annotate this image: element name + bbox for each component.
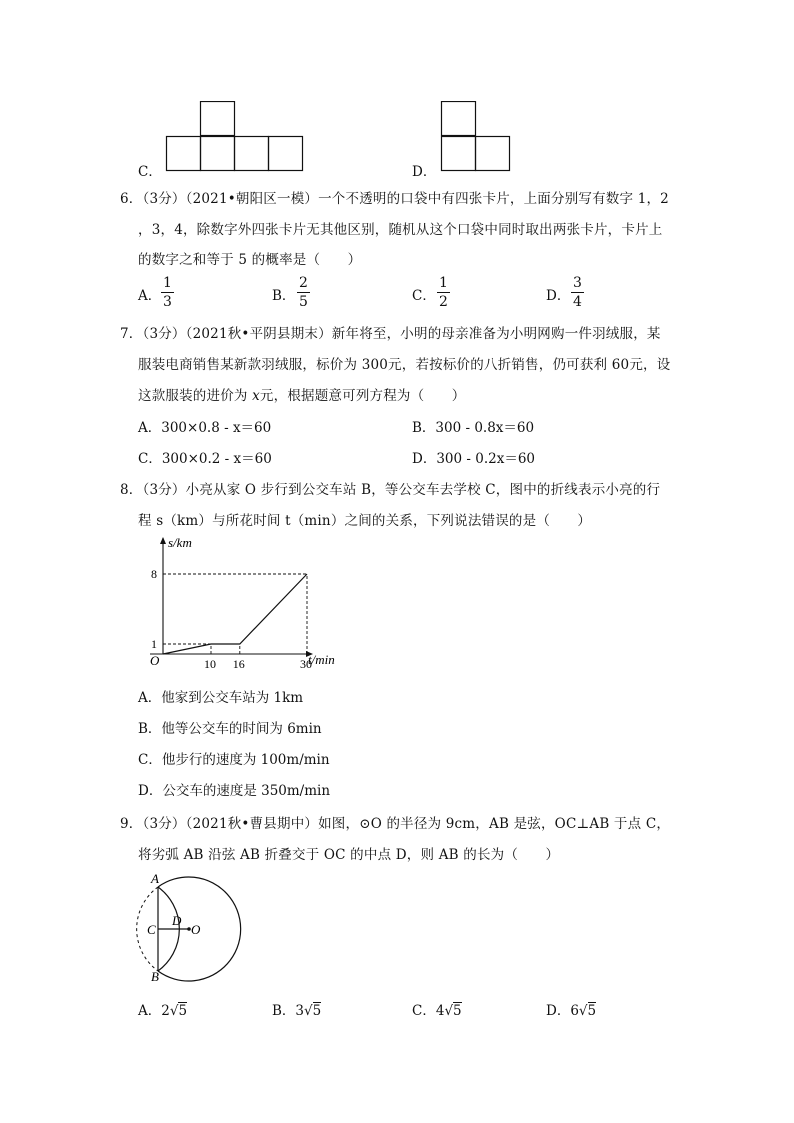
q6-option-d-letter: D． bbox=[546, 288, 571, 304]
q9-option-c-letter: C． bbox=[412, 1003, 436, 1019]
q8-option-d[interactable]: D．公交车的速度是 350m/min bbox=[138, 783, 331, 799]
q8-xtick-label: 10 bbox=[204, 657, 216, 671]
q9-option-b-letter: B． bbox=[272, 1003, 296, 1019]
q8-distance-time-graph bbox=[130, 530, 350, 675]
q8-line-2: 程 s（km）与所花时间 t（min）之间的关系，下列说法错误的是（ ） bbox=[138, 513, 592, 529]
q7-line-3 bbox=[138, 384, 465, 404]
q8-xtick-label: 16 bbox=[232, 657, 245, 671]
q8-option-b[interactable]: B．他等公交车的时间为 6min bbox=[138, 721, 322, 737]
q6-option-b[interactable] bbox=[272, 284, 295, 304]
q9-option-c-coef: 4 bbox=[435, 1003, 445, 1019]
q8-series-line bbox=[163, 574, 307, 654]
q9-line-2: 将劣弧 AB 沿弦 AB 折叠交于 OC 的中点 D，则 AB 的长为（ ） bbox=[138, 847, 560, 863]
q5-option-d-letter: D． bbox=[412, 164, 437, 180]
q7-option-b[interactable]: B．300 - 0.8x＝60 bbox=[412, 420, 535, 436]
q6-option-b-numerator: 2 bbox=[299, 275, 308, 291]
q7-line-3-part-2: 元，根据题意可列方程为（ ） bbox=[259, 388, 466, 404]
q9-option-d-radicand: 5 bbox=[587, 1003, 597, 1019]
q9-option-b[interactable] bbox=[272, 999, 321, 1019]
q6-option-a[interactable] bbox=[138, 284, 161, 304]
q5-option-c-letter: C． bbox=[138, 164, 162, 180]
q8-line-1: 8．（3分）小亮从家 O 步行到公交车站 B，等公交车去学校 C，图中的折线表示小亮的行 bbox=[120, 482, 661, 498]
q6-option-d-denominator: 4 bbox=[573, 294, 582, 310]
q6-option-c-fraction bbox=[437, 276, 450, 309]
q9-option-b-coef: 3 bbox=[295, 1003, 305, 1019]
q8-ytick-label: 8 bbox=[151, 567, 157, 581]
q6-option-d[interactable] bbox=[546, 284, 570, 304]
q7-line-2: 服装电商销售某新款羽绒服，标价为 300元，若按标价的八折销售，仍可获利 60元，设 bbox=[138, 357, 671, 373]
q5-option-c-net bbox=[165, 101, 305, 173]
q6-option-a-fraction bbox=[161, 276, 174, 309]
q9-option-a-letter: A． bbox=[138, 1003, 162, 1019]
q9-option-a-coef: 2 bbox=[161, 1003, 170, 1019]
q8-xtick-label: 30 bbox=[300, 657, 312, 671]
q9-label-a: A bbox=[151, 871, 159, 886]
q8-y-axis-label: s/km bbox=[168, 535, 192, 550]
q8-option-a[interactable]: A．他家到公交车站为 1km bbox=[138, 690, 304, 706]
q6-line-2: ，3，4，除数字外四张卡片无其他区别，随机从这个口袋中同时取出两张卡片，卡片上 bbox=[138, 222, 663, 238]
q6-option-a-numerator: 1 bbox=[163, 275, 172, 291]
q9-label-d: D bbox=[172, 913, 182, 928]
q7-line-3-part-1: 这款服装的进价为 bbox=[138, 388, 253, 404]
q7-option-d[interactable]: D．300 - 0.2x＝60 bbox=[412, 451, 535, 467]
q6-option-b-denominator: 5 bbox=[299, 294, 308, 310]
q6-line-1: 6．（3分）（2021•朝阳区一模）一个不透明的口袋中有四张卡片，上面分别写有数字 1，2 bbox=[120, 191, 669, 207]
q6-option-c[interactable] bbox=[412, 284, 436, 304]
q6-option-b-fraction bbox=[297, 276, 310, 309]
q9-label-o: O bbox=[191, 922, 201, 937]
q9-option-b-sqrt-icon: √ bbox=[304, 1003, 313, 1019]
q6-option-a-letter: A． bbox=[138, 288, 162, 304]
q6-option-c-numerator: 1 bbox=[439, 275, 448, 291]
q7-line-3-variable: x bbox=[252, 388, 260, 404]
q9-line-1: 9．（3分）（2021秋•曹县期中）如图，⊙O 的半径为 9cm，AB 是弦，OC⊥AB 于点 C， bbox=[120, 816, 671, 832]
q9-option-d-coef: 6 bbox=[570, 1003, 579, 1019]
q6-line-3: 的数字之和等于 5 的概率是（ ） bbox=[138, 252, 362, 268]
q7-line-1: 7．（3分）（2021秋•平阴县期末）新年将至，小明的母亲准备为小明网购一件羽绒服，某 bbox=[120, 326, 661, 342]
q8-option-c[interactable]: C．他步行的速度为 100m/min bbox=[138, 752, 330, 768]
q9-option-c[interactable] bbox=[412, 999, 462, 1019]
q6-option-c-denominator: 2 bbox=[439, 294, 448, 310]
q9-option-a-sqrt-icon: √ bbox=[169, 1003, 179, 1019]
q9-option-d-sqrt-icon: √ bbox=[578, 1003, 588, 1019]
q8-x-axis-label: t/min bbox=[308, 652, 335, 667]
q9-option-b-radicand: 5 bbox=[312, 1003, 322, 1019]
q9-option-a[interactable] bbox=[138, 999, 187, 1019]
q9-option-d-letter: D． bbox=[546, 1003, 571, 1019]
q6-option-a-denominator: 3 bbox=[163, 294, 172, 310]
q9-label-b: B bbox=[151, 969, 159, 983]
q6-option-b-letter: B． bbox=[272, 288, 296, 304]
q6-option-c-letter: C． bbox=[412, 288, 436, 304]
q5-option-d-net bbox=[440, 101, 512, 173]
q7-option-a[interactable]: A．300×0.8 - x＝60 bbox=[138, 420, 272, 436]
q9-option-c-radicand: 5 bbox=[453, 1003, 462, 1019]
q7-option-c[interactable]: C．300×0.2 - x＝60 bbox=[138, 451, 272, 467]
q9-option-d[interactable] bbox=[546, 999, 596, 1019]
q9-option-c-sqrt-icon: √ bbox=[444, 1003, 454, 1019]
q9-label-c: C bbox=[147, 922, 156, 937]
q8-origin-label: O bbox=[150, 653, 160, 668]
q9-option-a-radicand: 5 bbox=[178, 1003, 188, 1019]
q8-ytick-label: 1 bbox=[151, 637, 157, 651]
q6-option-d-numerator: 3 bbox=[573, 275, 582, 291]
q6-option-d-fraction bbox=[571, 276, 584, 309]
q9-circle-diagram bbox=[130, 868, 250, 983]
